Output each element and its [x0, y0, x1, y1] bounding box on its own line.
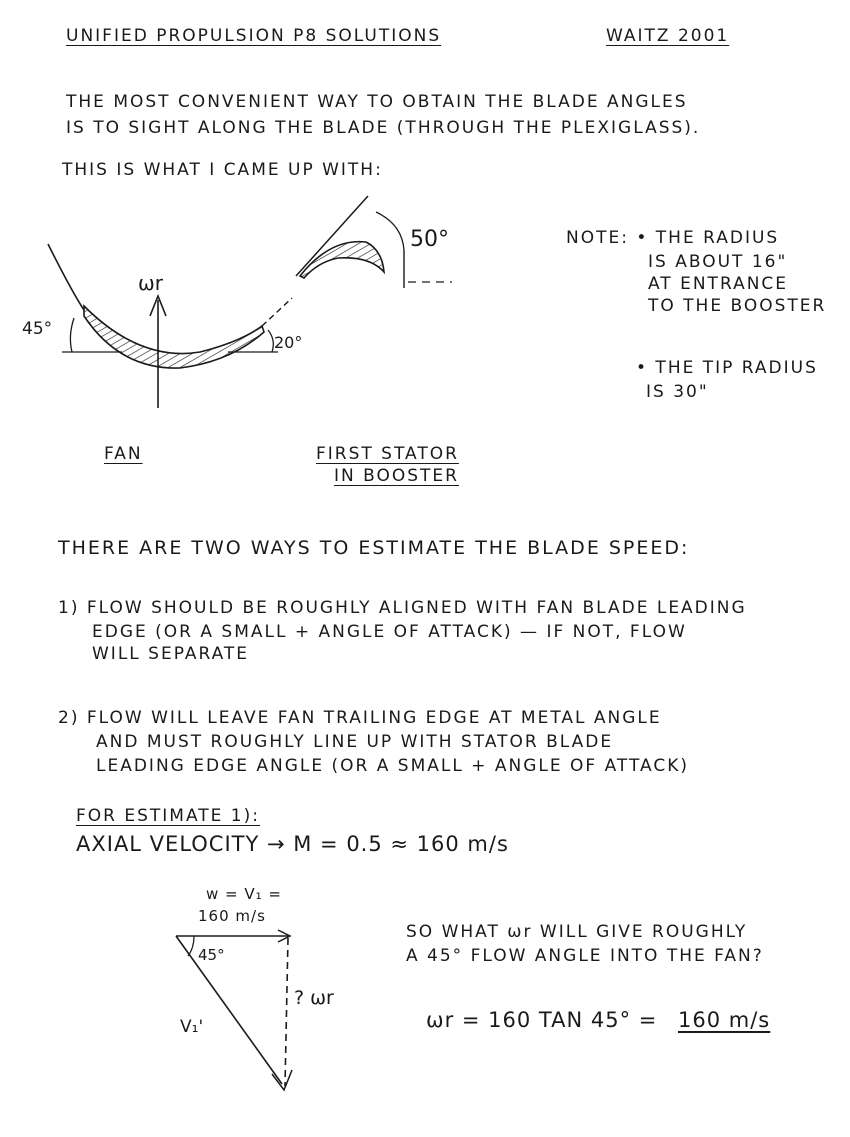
angle-45-label: 45° [22, 319, 53, 339]
note-radius-3: AT ENTRANCE [648, 274, 789, 294]
note-radius-2: IS ABOUT 16" [648, 252, 788, 272]
wheel-speed-vector [285, 938, 288, 1086]
note-radius-4: TO THE BOOSTER [648, 296, 827, 316]
intro-line-2: IS TO SIGHT ALONG THE BLADE (THROUGH THE PLEXIGLASS). [66, 118, 701, 138]
wr-label: ωr [138, 271, 163, 295]
intro-line-3: THIS IS WHAT I CAME UP WITH: [62, 160, 383, 180]
fan-blade-shape [84, 306, 264, 368]
question-line-1: SO WHAT ωr WILL GIVE ROUGHLY [406, 922, 748, 942]
triangle-side-label: ? ωr [294, 987, 334, 1009]
fan-caption: FAN [104, 444, 143, 464]
header-author-year: WAITZ 2001 [606, 26, 730, 46]
note-tip-2: IS 30" [646, 382, 709, 402]
fan-blade-sketch [22, 244, 302, 408]
method-1-line-2: EDGE (OR A SMALL + ANGLE OF ATTACK) — IF NOT, FLOW [92, 622, 687, 642]
method-2-line-3: LEADING EDGE ANGLE (OR A SMALL + ANGLE OF ATTACK) [96, 756, 690, 776]
triangle-top-label-2: 160 m/s [198, 907, 266, 925]
answer-lhs: ωr = 160 TAN 45° = [426, 1008, 658, 1032]
method-1-line-3: WILL SEPARATE [92, 644, 250, 664]
angle-50-label: 50° [410, 227, 449, 252]
note-tip-1: • THE TIP RADIUS [636, 358, 818, 378]
angle-20-label: 20° [274, 333, 303, 352]
angle-arc-50 [376, 212, 404, 250]
method-1-line-1: 1) FLOW SHOULD BE ROUGHLY ALIGNED WITH FAN BLADE LEADING [58, 598, 747, 618]
estimate-heading: FOR ESTIMATE 1): [76, 806, 260, 826]
angle-arc-45 [70, 318, 74, 352]
axial-velocity-line: AXIAL VELOCITY → M = 0.5 ≈ 160 m/s [76, 832, 509, 856]
triangle-top-label-1: w = V₁ = [206, 885, 282, 903]
stator-caption-2: IN BOOSTER [334, 466, 459, 486]
header-title: UNIFIED PROPULSION P8 SOLUTIONS [66, 26, 442, 46]
note-radius-1: NOTE: • THE RADIUS [566, 228, 780, 248]
stator-blade-shape [300, 242, 384, 278]
relative-velocity-vector [176, 936, 282, 1084]
methods-heading: THERE ARE TWO WAYS TO ESTIMATE THE BLADE SPEED: [58, 537, 690, 559]
triangle-hyp-label: V₁' [180, 1017, 204, 1037]
stator-caption-1: FIRST STATOR [316, 444, 459, 464]
method-2-line-1: 2) FLOW WILL LEAVE FAN TRAILING EDGE AT METAL ANGLE [58, 708, 662, 728]
question-line-2: A 45° FLOW ANGLE INTO THE FAN? [406, 946, 764, 966]
triangle-angle-label: 45° [198, 946, 225, 964]
intro-line-1: THE MOST CONVENIENT WAY TO OBTAIN THE BLADE ANGLES [66, 92, 688, 112]
answer-rhs: 160 m/s [678, 1008, 771, 1032]
velocity-triangle [176, 930, 334, 1090]
method-2-line-2: AND MUST ROUGHLY LINE UP WITH STATOR BLADE [96, 732, 614, 752]
angle-arc-20 [268, 330, 273, 352]
stator-blade-sketch [296, 196, 452, 288]
